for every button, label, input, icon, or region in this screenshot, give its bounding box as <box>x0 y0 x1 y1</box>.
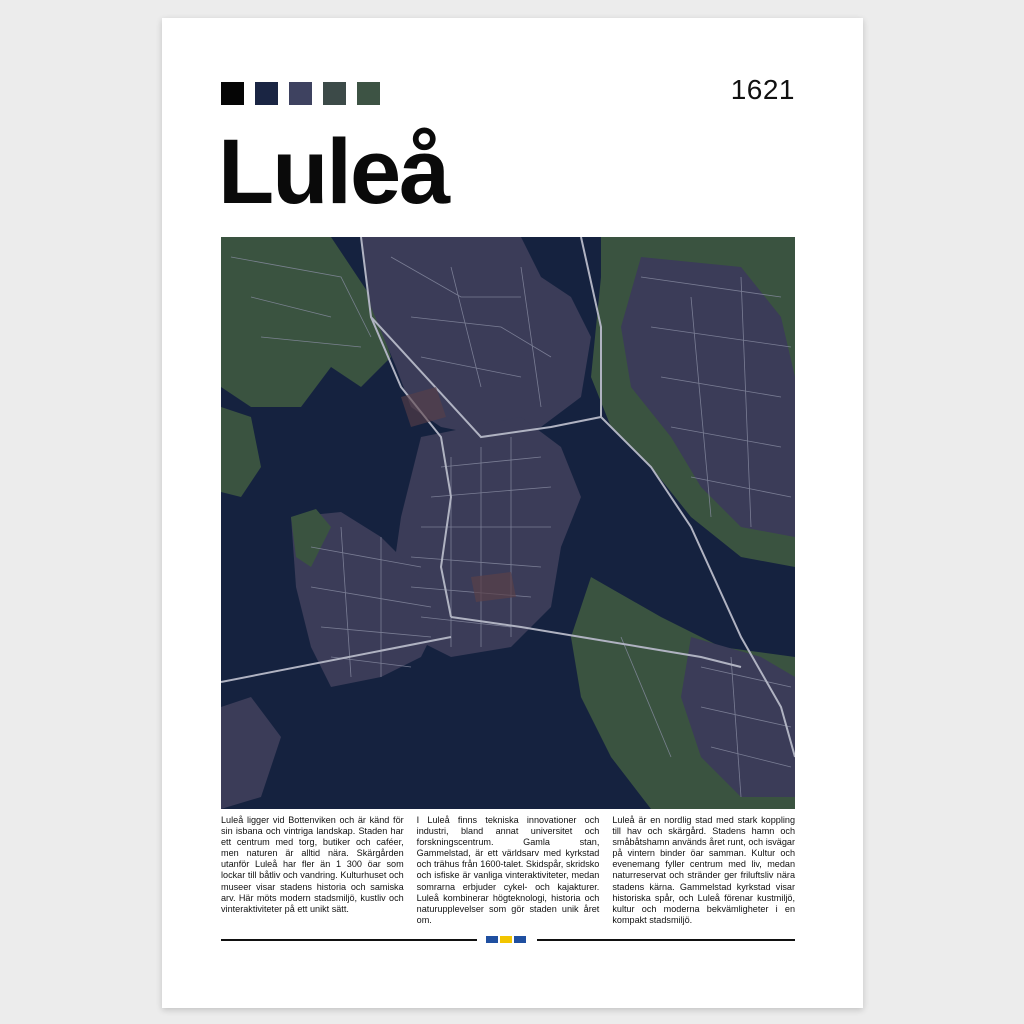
flag-stripe-yellow <box>500 936 512 943</box>
footer <box>221 936 795 944</box>
swedish-flag-icon <box>486 936 526 943</box>
city-map <box>221 237 795 809</box>
footer-rule-left <box>221 939 477 941</box>
palette-swatch-slate <box>289 82 312 105</box>
city-map-illustration <box>221 237 795 809</box>
poster <box>162 18 863 1008</box>
flag-stripe-blue-left <box>486 936 498 943</box>
color-palette <box>221 82 380 105</box>
palette-swatch-navy <box>255 82 278 105</box>
description-column-2: I Luleå finns tekniska innovationer och industri, bland annat universitet och forskningscentrum. Gamla stan, Gammelstad, är ett världsarv med kyrkstad och trähus från 1600-talet. Skidspår, skridsko och isfiske är vanliga vinteraktiviteter, medan somrarna erbjuder cykel- och kajakturer. Luleå kombinerar högteknologi, historia och naturupplevelser som gör staden unik året om. <box>416 815 600 925</box>
palette-swatch-teal-gray <box>323 82 346 105</box>
palette-swatch-black <box>221 82 244 105</box>
founding-year: 1621 <box>730 74 795 105</box>
palette-swatch-forest <box>357 82 380 105</box>
description-column-3: Luleå är en nordlig stad med stark koppling till hav och skärgård. Stadens hamn och småbåtshamn används året runt, och isvägar på vintern binder öar samman. Kultur och evenemang fyller centrum med liv, medan naturreservat och stränder ger friluftsliv nära stadens kärna. Gammelstad kyrkstad visar historiska spår, och Luleå förenar kustmiljö, kultur och moderna bekvämligheter i en kompakt stadsmiljö. <box>612 815 796 925</box>
description-column-1: Luleå ligger vid Bottenviken och är känd för sin isbana och vintriga landskap. Staden har ett centrum med torg, butiker och caféer, men naturen är alltid nära. Skärgården utanför Luleå har fler än 1 300 öar som lockar till båtliv och vandring. Kulturhuset och museer visar stadens historia och samiska arv. Här möts modern stadsmiljö, kustliv och vinteraktiviteter på ett unikt sätt. <box>221 815 404 914</box>
flag-stripe-blue-right <box>514 936 526 943</box>
footer-rule-right <box>537 939 795 941</box>
city-title: Luleå <box>218 121 449 223</box>
description-columns <box>221 815 795 926</box>
map-accent-block <box>471 572 516 602</box>
